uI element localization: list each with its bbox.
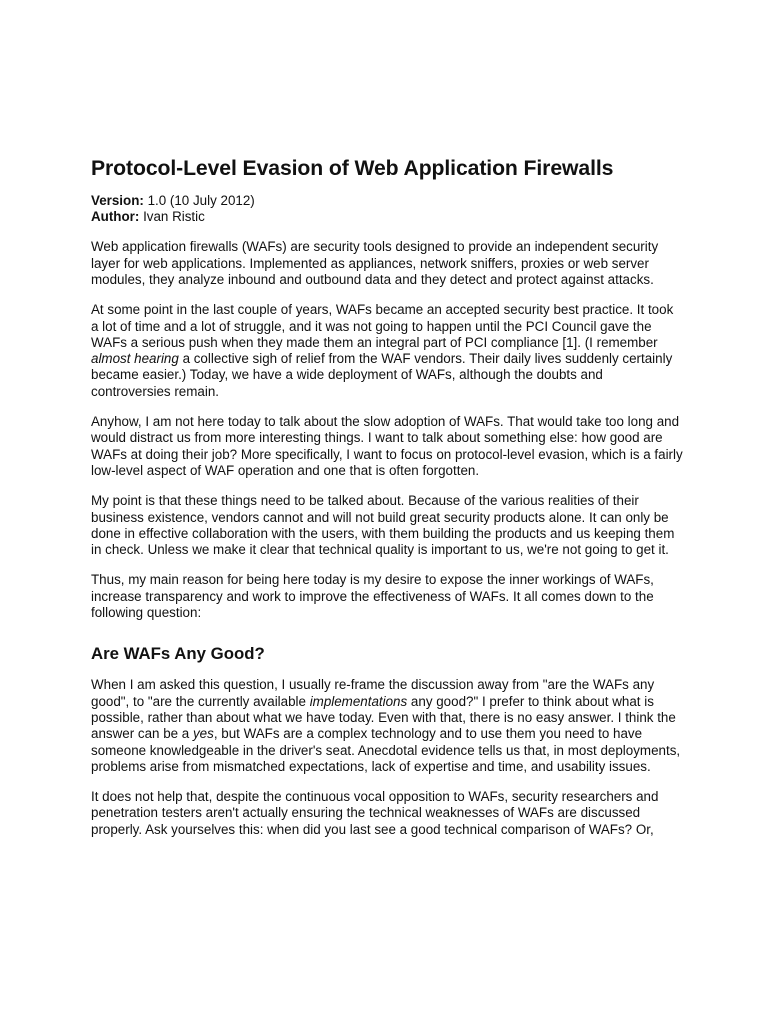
intro-paragraph-2-emphasis: almost hearing bbox=[91, 351, 179, 367]
intro-paragraph-5: Thus, my main reason for being here today is my desire to expose the inner workings of WAFs, increase transparency and work to improve the effectiveness of WAFs. It all comes down to the following question: bbox=[91, 572, 654, 621]
author-line bbox=[91, 209, 683, 225]
section-paragraph-1-emphasis-1: implementations bbox=[309, 693, 408, 709]
document-page bbox=[91, 154, 683, 838]
document-title: Protocol-Level Evasion of Web Application Firewalls bbox=[91, 157, 614, 180]
intro-paragraph-2-text-a: At some point in the last couple of years, WAFs became an accepted security best practice. It took a lot of time and a lot of struggle, and it was not going to happen until the PCI Council gave the WAFs a serious push when they made them an integral part of PCI compliance [1]. (I remember bbox=[91, 302, 674, 350]
intro-paragraph-2-text-b: a collective sigh of relief from the WAF vendors. Their daily lives suddenly certainly became easier.) Today, we have a wide deployment of WAFs, although the doubts and controversies remain. bbox=[91, 351, 673, 399]
document-meta bbox=[91, 193, 683, 225]
version-value: 1.0 (10 July 2012) bbox=[143, 193, 255, 208]
intro-paragraph-4: My point is that these things need to be talked about. Because of the various realities of their business existence, vendors cannot and will not build great security products alone. It can only be done in effective collaboration with the users, with them building the products and us keeping them in check. Unless we make it clear that technical quality is important to us, we're not going to get it. bbox=[91, 493, 675, 558]
intro-paragraph-3: Anyhow, I am not here today to talk about the slow adoption of WAFs. That would take too long and would distract us from more interesting things. I want to talk about something else: how good are WAFs at doing their job? More specifically, I want to focus on protocol-level evasion, which is a fairly low-level aspect of WAF operation and one that is often forgotten. bbox=[91, 414, 683, 478]
section-paragraph-1 bbox=[91, 677, 683, 775]
author-value: Ivan Ristic bbox=[139, 209, 205, 225]
version-label: Version: bbox=[91, 193, 144, 208]
intro-paragraph-2 bbox=[91, 302, 683, 400]
section-paragraph-1-text-c: , but WAFs are a complex technology and to use them you need to have someone knowledgeable in the driver's seat. Anecdotal evidence tells us that, in most deployments, problems arise from mismatched expectations, lack of expertise and time, and usability issues. bbox=[91, 726, 681, 774]
section-paragraph-2: It does not help that, despite the continuous vocal opposition to WAFs, security researchers and penetration testers aren't actually ensuring the technical weaknesses of WAFs are discussed properly. Ask yourselves this: when did you last see a good technical comparison of WAFs? Or, bbox=[91, 789, 659, 837]
section-paragraph-1-text-a: When I am asked this question, I usually re-frame the discussion away from "are the WAFs any good", to "are the currently available bbox=[91, 677, 655, 709]
intro-paragraph-1: Web application firewalls (WAFs) are security tools designed to provide an independent security layer for web applications. Implemented as appliances, network sniffers, proxies or web server modules, they analyze inbound and outbound data and they detect and protect against attacks. bbox=[91, 239, 659, 287]
version-line bbox=[91, 193, 683, 209]
section-heading: Are WAFs Any Good? bbox=[91, 644, 265, 664]
section-paragraph-1-emphasis-2: yes bbox=[192, 726, 214, 742]
author-label: Author: bbox=[91, 209, 140, 225]
section-paragraph-1-text-b: any good?" I prefer to think about what is possible, rather than about what we have today. Even with that, there is no easy answer. I think the answer can be a bbox=[91, 693, 676, 742]
